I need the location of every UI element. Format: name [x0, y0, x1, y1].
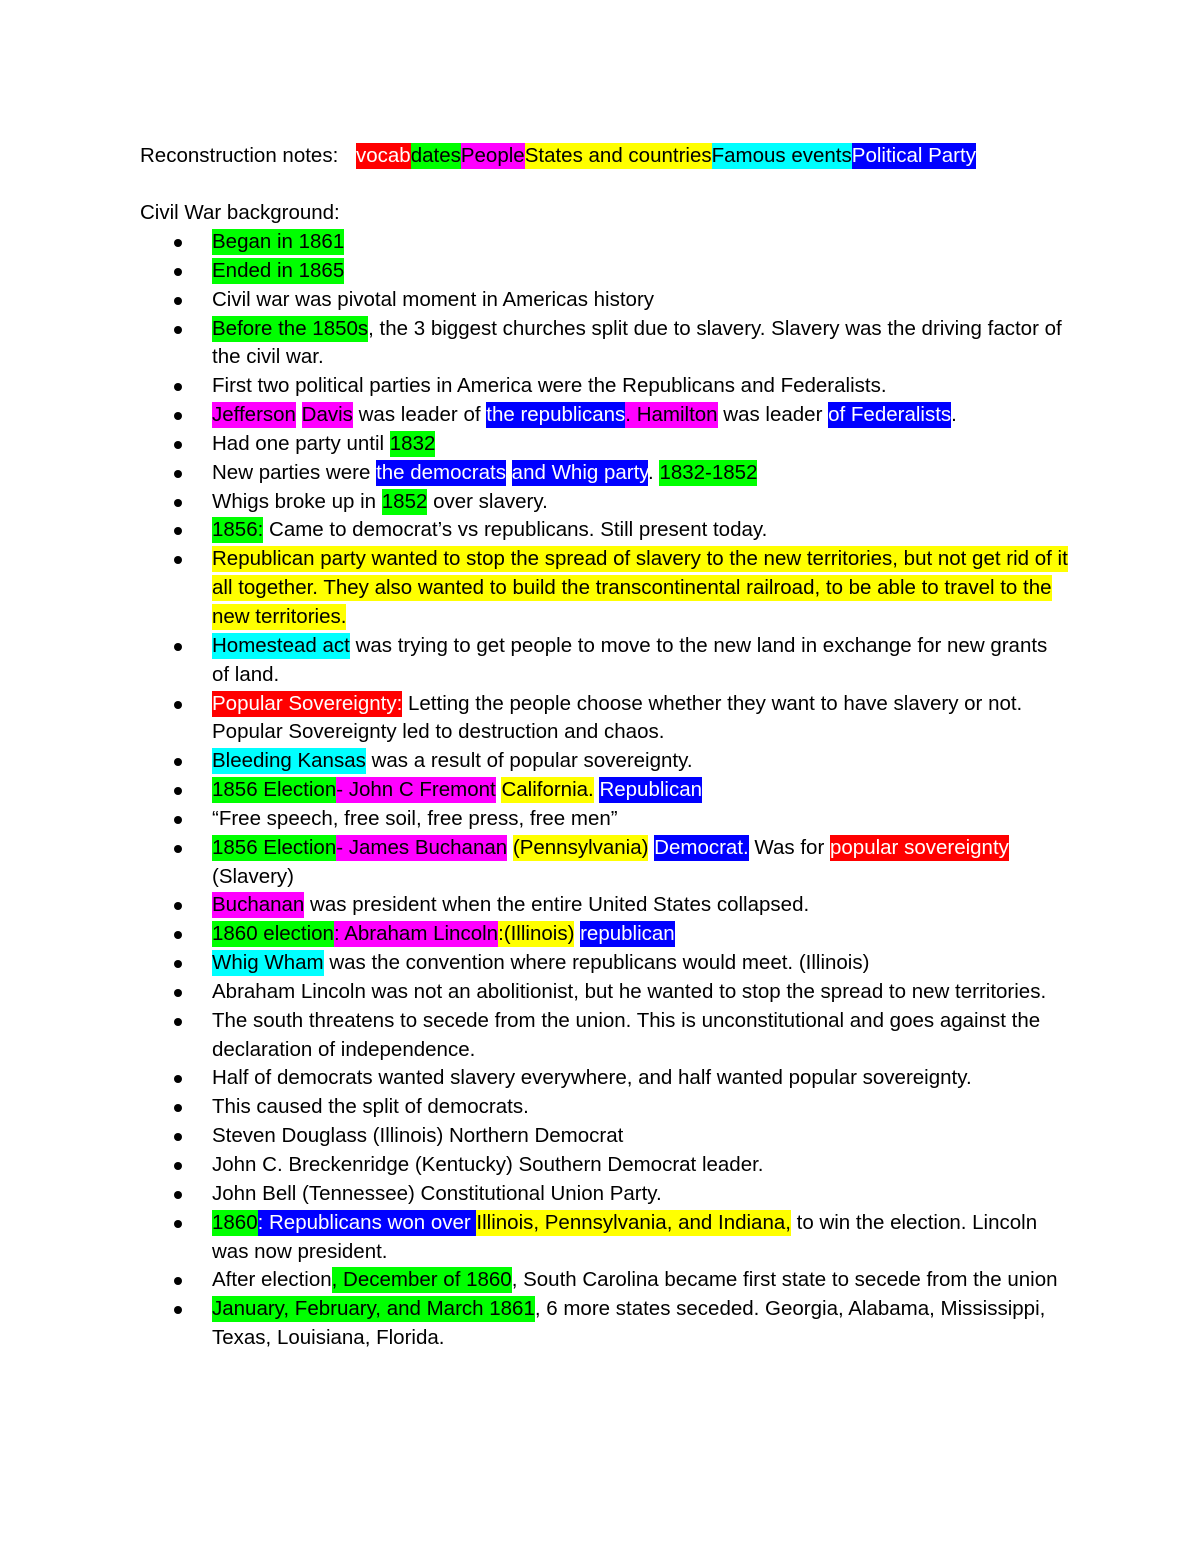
item-text: John C. Breckenridge (Kentucky) Southern Democrat leader. — [212, 1153, 764, 1176]
highlighted-text-green: January, February, and March 1861 — [212, 1297, 535, 1321]
highlighted-text-magenta: Davis — [301, 403, 353, 427]
list-item — [140, 690, 1070, 748]
list-item — [140, 1064, 1070, 1093]
item-text: “Free speech, free soil, free press, free men” — [212, 806, 618, 830]
list-item — [140, 1209, 1070, 1267]
legend-key-people: People — [460, 144, 525, 167]
highlighted-text-cyan: Homestead act — [212, 633, 350, 657]
highlighted-text-green: Began in — [212, 230, 299, 253]
highlighted-text-red: popular sovereignty — [829, 835, 1009, 859]
highlighted-text-blue: the republicans — [486, 403, 626, 427]
bullet-icon — [174, 268, 182, 276]
bullet-icon — [174, 902, 182, 910]
highlighted-text-blue: the democrats — [376, 460, 506, 484]
highlighted-text-green: 1860 election — [212, 922, 334, 946]
item-text: , 6 more states seceded. Georgia, Alabama, Mississippi, Texas, Louisiana, Florida. — [212, 1297, 1046, 1350]
highlighted-text-green: 1861 — [298, 230, 345, 253]
list-item — [140, 1007, 1070, 1065]
list-item — [140, 430, 1070, 459]
item-text: over slavery. — [427, 489, 548, 513]
item-text: (Slavery) — [212, 864, 295, 888]
item-text: New parties were — [212, 460, 377, 484]
bullet-icon — [174, 297, 182, 305]
section-title: Civil War background: — [140, 201, 340, 224]
highlighted-text-green: 1832 — [389, 431, 436, 455]
item-text: The south threatens to secede from the union. This is unconstitutional and goes against the declaration of independence. — [212, 1008, 1041, 1061]
highlighted-text-magenta: - John C Fremont — [336, 778, 496, 802]
highlighted-text-yellow: :(Illinois) — [498, 922, 575, 946]
item-text: was leader — [717, 403, 829, 427]
list-item — [140, 372, 1070, 401]
item-text: Half of democrats wanted slavery everywhere, and half wanted popular sovereignty. — [212, 1066, 972, 1090]
highlighted-text-magenta: Buchanan — [212, 893, 305, 917]
legend-key-famous-events: Famous events — [711, 144, 852, 167]
list-item — [140, 545, 1070, 632]
bullet-icon — [174, 441, 182, 449]
highlighted-text-magenta: . Hamilton — [625, 403, 718, 427]
bullet-icon — [174, 989, 182, 997]
item-text: John Bell (Tennessee) Constitutional Union Party. — [212, 1181, 662, 1205]
bullet-icon — [174, 1075, 182, 1083]
list-item — [140, 459, 1070, 488]
bullet-icon — [174, 412, 182, 420]
highlighted-text-yellow: California. — [501, 778, 594, 802]
highlighted-text-yellow: (Pennsylvania) — [512, 835, 649, 859]
list-item — [140, 834, 1070, 892]
highlighted-text-magenta: - James Buchanan — [336, 835, 508, 859]
item-text — [296, 402, 302, 428]
item-text: After election — [212, 1268, 332, 1292]
bullet-icon — [174, 527, 182, 535]
highlighted-text-magenta: : Abraham Lincoln — [333, 922, 499, 946]
highlighted-text-green: 1860 — [212, 1210, 258, 1234]
item-text: Steven Douglass (Illinois) Northern Democrat — [212, 1124, 624, 1148]
item-text: , the 3 biggest churches split due to slavery. Slavery was the driving factor of the civil war. — [212, 316, 1062, 369]
item-text: was trying to get people to move to the new land in exchange for new grants of land. — [212, 633, 1048, 686]
item-text: . — [648, 460, 660, 484]
bullet-icon — [174, 1104, 182, 1112]
list-item — [140, 228, 1070, 257]
bullet-icon — [174, 758, 182, 766]
item-text: was president when the entire United States collapsed. — [304, 893, 810, 917]
bullet-icon — [174, 931, 182, 939]
item-text: Letting the people choose whether they want to have slavery or not. Popular Sovereignty led to destruction and chaos. — [212, 691, 1023, 744]
highlighted-text-blue: : Republicans won over — [257, 1210, 477, 1234]
bullet-icon — [174, 383, 182, 391]
bullet-icon — [174, 1133, 182, 1141]
list-item — [140, 632, 1070, 690]
list-item — [140, 401, 1070, 430]
highlighted-text-green: Before the 1850s — [212, 316, 369, 340]
notes-list — [140, 228, 1070, 1353]
item-text: Was for — [748, 835, 830, 859]
highlighted-text-green: 1856: — [212, 518, 264, 542]
page-title: Reconstruction notes: — [140, 144, 339, 167]
highlighted-text-cyan: Bleeding Kansas — [212, 749, 366, 773]
bullet-icon — [174, 326, 182, 334]
bullet-icon — [174, 960, 182, 968]
list-item — [140, 488, 1070, 517]
highlighted-text-blue: Democrat. — [654, 835, 749, 859]
highlighted-text-green: 1865 — [298, 258, 345, 282]
highlighted-text-green: , December of 1860 — [331, 1268, 512, 1292]
list-item — [140, 978, 1070, 1007]
bullet-icon — [174, 1162, 182, 1170]
legend-key-vocab: vocab — [355, 144, 411, 167]
item-text: Had one party until — [212, 431, 390, 455]
bullet-icon — [174, 470, 182, 478]
bullet-icon — [174, 1191, 182, 1199]
item-text: was the convention where republicans would meet. (Illinois) — [323, 951, 870, 975]
bullet-icon — [174, 1306, 182, 1314]
highlighted-text-blue: and Whig party — [511, 460, 649, 484]
blank-line — [140, 171, 1070, 199]
item-text: This caused the split of democrats. — [212, 1095, 529, 1119]
list-item — [140, 949, 1070, 978]
list-item — [140, 1266, 1070, 1295]
highlighted-text-magenta: Jefferson — [212, 403, 296, 427]
item-text: Civil war was pivotal moment in Americas history — [212, 287, 655, 311]
bullet-icon — [174, 787, 182, 795]
list-item — [140, 257, 1070, 286]
bullet-icon — [174, 1220, 182, 1228]
legend-key-states-and-countries: States and countries — [524, 144, 712, 167]
highlighted-text-green: 1832-1852 — [659, 460, 758, 484]
highlighted-text-red: Popular Sovereignty: — [212, 691, 403, 715]
bullet-icon — [174, 499, 182, 507]
legend-key-dates: dates — [410, 144, 461, 167]
document-page — [140, 142, 1070, 1353]
item-text: First two political parties in America were the Republicans and Federalists. — [212, 374, 887, 398]
list-item — [140, 315, 1070, 373]
item-text: , South Carolina became first state to secede from the union — [511, 1268, 1058, 1292]
list-item — [140, 891, 1070, 920]
list-item — [140, 516, 1070, 545]
highlighted-text-blue: republican — [580, 922, 675, 946]
bullet-icon — [174, 845, 182, 853]
highlighted-text-blue: Republican — [599, 778, 703, 802]
item-text: Abraham Lincoln was not an abolitionist, but he wanted to stop the spread to new territories. — [212, 979, 1047, 1003]
item-text: . — [951, 403, 957, 427]
list-item — [140, 1151, 1070, 1180]
item-text: to win the election. Lincoln was now president. — [212, 1210, 1038, 1263]
list-item — [140, 776, 1070, 805]
list-item — [140, 1295, 1070, 1353]
list-item — [140, 286, 1070, 315]
list-item — [140, 1122, 1070, 1151]
highlighted-text-green: Ended in — [212, 258, 299, 282]
legend-key-political-party: Political Party — [851, 144, 976, 167]
list-item — [140, 747, 1070, 776]
item-text: Whigs broke up in — [212, 489, 382, 513]
header-line — [140, 142, 1070, 171]
list-item — [140, 1093, 1070, 1122]
highlighted-text-yellow: Republican party wanted to stop the spread of slavery to the new territories, but not get rid of it all together. They also wanted to build the transcontinental railroad, to be able to travel to the new territories. — [212, 547, 1068, 628]
bullet-icon — [174, 701, 182, 709]
item-text — [506, 460, 512, 486]
highlighted-text-cyan: Whig Wham — [212, 951, 324, 975]
list-item — [140, 805, 1070, 834]
highlighted-text-green: 1852 — [381, 489, 428, 513]
color-legend — [356, 143, 976, 169]
bullet-icon — [174, 643, 182, 651]
highlighted-text-blue: of Federalists — [828, 403, 952, 427]
bullet-icon — [174, 1277, 182, 1285]
highlighted-text-green: 1856 Election — [212, 835, 337, 859]
highlighted-text-green: 1856 Election — [212, 778, 337, 802]
bullet-icon — [174, 816, 182, 824]
bullet-icon — [174, 1018, 182, 1026]
list-item — [140, 920, 1070, 949]
item-text: was leader of — [352, 403, 487, 427]
highlighted-text-yellow: Illinois, Pennsylvania, and Indiana, — [476, 1210, 791, 1234]
list-item — [140, 1180, 1070, 1209]
item-text: was a result of popular sovereignty. — [365, 749, 693, 773]
item-text: Came to democrat’s vs republicans. Still present today. — [263, 518, 768, 542]
bullet-icon — [174, 556, 182, 564]
bullet-icon — [174, 239, 182, 247]
